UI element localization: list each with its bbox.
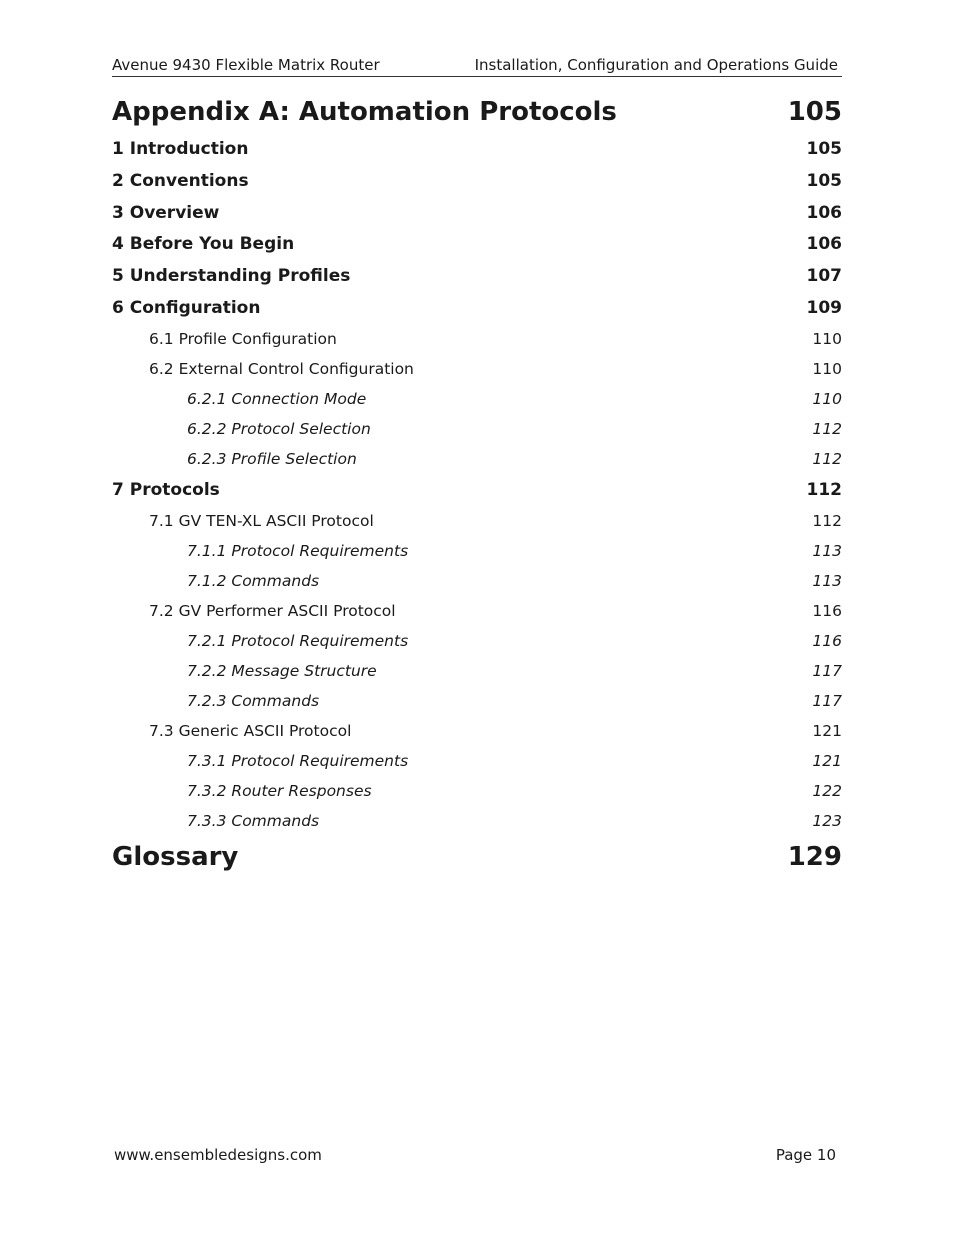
toc-entry-label: 6.1 Profile Configuration [149, 329, 337, 348]
toc-entry[interactable] [112, 597, 842, 627]
toc-entry-page: 110 [812, 359, 842, 378]
toc-entry[interactable] [112, 507, 842, 537]
footer-website[interactable]: www.ensembledesigns.com [114, 1146, 322, 1164]
toc-entry-label: 3 Overview [112, 202, 220, 223]
toc-entry-page: 110 [812, 329, 842, 348]
toc-entry[interactable] [112, 293, 842, 325]
toc-entry-label: 7.2.1 Protocol Requirements [187, 631, 409, 650]
toc-entry-label: 6.2.1 Connection Mode [187, 389, 367, 408]
toc-entry[interactable] [112, 385, 842, 415]
toc-entry[interactable] [112, 325, 842, 355]
toc-entry[interactable] [112, 261, 842, 293]
toc-entry[interactable] [112, 627, 842, 657]
toc-entry-page: 105 [787, 97, 842, 127]
toc-entry[interactable] [112, 657, 842, 687]
toc-entry-label: 6 Configuration [112, 297, 261, 318]
toc-entry-page: 106 [806, 202, 842, 223]
toc-entry-page: 109 [806, 297, 842, 318]
toc-entry-label: 7.2.2 Message Structure [187, 661, 377, 680]
toc-entry-page: 117 [812, 661, 842, 680]
toc-entry[interactable] [112, 445, 842, 475]
toc-entry[interactable] [112, 229, 842, 261]
toc-entry-page: 105 [806, 170, 842, 191]
toc-entry-label: 6.2.3 Profile Selection [187, 449, 357, 468]
toc-entry-label: 5 Understanding Profiles [112, 266, 351, 287]
toc-entry-page: 123 [812, 811, 842, 830]
toc-entry-label: 7.2.3 Commands [187, 691, 320, 710]
toc-entry-page: 113 [812, 571, 842, 590]
toc-entry-label: 7.3.2 Router Responses [187, 781, 372, 800]
toc-entry-label: 7.1 GV TEN-XL ASCII Protocol [149, 511, 374, 530]
toc-entry-label: 7.3 Generic ASCII Protocol [149, 721, 352, 740]
toc-entry[interactable] [112, 807, 842, 837]
toc-entry[interactable] [112, 475, 842, 507]
toc-entry-label: 6.2 External Control Configuration [149, 359, 414, 378]
toc-entry[interactable] [112, 415, 842, 445]
toc-entry-label: 7 Protocols [112, 479, 220, 500]
page-header [112, 54, 842, 77]
toc-entry-page: 106 [806, 234, 842, 255]
toc-entry-label: 7.1.1 Protocol Requirements [187, 541, 409, 560]
toc-entry-label: 7.3.3 Commands [187, 811, 320, 830]
toc-entry-page: 110 [812, 389, 842, 408]
toc-entry-page: 129 [787, 841, 842, 872]
toc-entry-label: 6.2.2 Protocol Selection [187, 419, 371, 438]
toc-entry[interactable] [112, 567, 842, 597]
toc-entry-label: 2 Conventions [112, 170, 249, 191]
toc-entry-page: 112 [812, 419, 842, 438]
toc-entry-page: 121 [812, 721, 842, 740]
page-footer [114, 1145, 836, 1167]
toc-entry-label: Glossary [112, 841, 239, 872]
header-document-title: Avenue 9430 Flexible Matrix Router [112, 56, 380, 74]
toc-entry[interactable] [112, 717, 842, 747]
toc-entry-page: 107 [806, 266, 842, 287]
toc-entry[interactable] [112, 537, 842, 567]
toc-entry-page: 112 [812, 449, 842, 468]
toc-entry[interactable] [112, 198, 842, 230]
toc-entry-page: 121 [812, 751, 842, 770]
toc-entry[interactable] [112, 747, 842, 777]
toc-entry[interactable] [112, 134, 842, 166]
toc-entry-page: 105 [806, 139, 842, 159]
toc-entry-label: 7.2 GV Performer ASCII Protocol [149, 601, 396, 620]
toc-entry-label: 7.3.1 Protocol Requirements [187, 751, 409, 770]
toc-entry-label: 4 Before You Begin [112, 234, 295, 255]
toc-entry-page: 117 [812, 691, 842, 710]
toc-entry[interactable] [112, 92, 842, 134]
toc-entry-page: 113 [812, 541, 842, 560]
toc-entry-label: 7.1.2 Commands [187, 571, 320, 590]
footer-page-number: Page 10 [775, 1146, 836, 1164]
toc-entry-page: 122 [812, 781, 842, 800]
toc-entry-label: 1 Introduction [112, 139, 249, 159]
toc-entry-label: Appendix A: Automation Protocols [112, 97, 617, 127]
toc-entry-page: 116 [812, 601, 842, 620]
toc-entry[interactable] [112, 837, 842, 879]
toc-entry[interactable] [112, 777, 842, 807]
header-guide-title: Installation, Configuration and Operations Guide [474, 56, 838, 74]
toc-entry-page: 112 [806, 479, 842, 500]
toc-entry-page: 112 [812, 511, 842, 530]
table-of-contents [112, 92, 842, 879]
toc-entry[interactable] [112, 355, 842, 385]
toc-entry[interactable] [112, 687, 842, 717]
toc-entry-page: 116 [812, 631, 842, 650]
toc-entry[interactable] [112, 166, 842, 198]
